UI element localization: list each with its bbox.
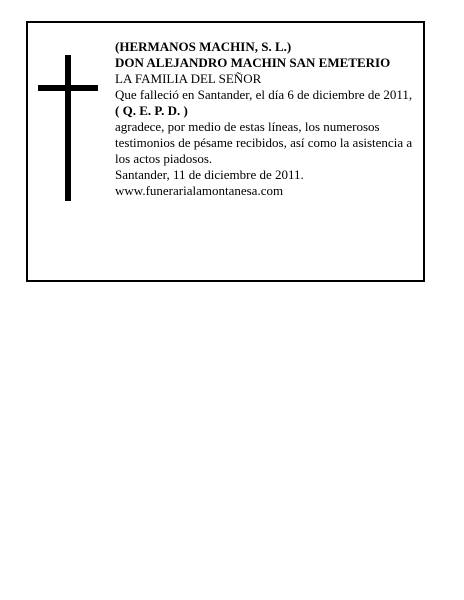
- cross-vertical-bar: [65, 55, 71, 201]
- family-line: LA FAMILIA DEL SEÑOR: [115, 71, 262, 86]
- place-date: Santander, 11 de diciembre de 2011.: [115, 167, 304, 182]
- death-info: Que falleció en Santander, el día 6 de diciembre de 2011,: [115, 87, 413, 102]
- cross-horizontal-bar: [38, 85, 98, 91]
- company-name: (HERMANOS MACHIN, S. L.): [115, 39, 292, 54]
- cross-icon: [38, 55, 98, 201]
- rip-line: ( Q. E. P. D. ): [115, 103, 188, 118]
- notice-text: [115, 39, 421, 199]
- website-text: www.funerarialamontanesa.com: [115, 183, 284, 198]
- obituary-notice: [26, 21, 425, 282]
- deceased-name: DON ALEJANDRO MACHIN SAN EMETERIO: [115, 55, 391, 70]
- thanks-text: agradece, por medio de estas líneas, los numerosos testimonios de pésame recibidos, así como la asistencia a los actos piadosos.: [115, 119, 413, 166]
